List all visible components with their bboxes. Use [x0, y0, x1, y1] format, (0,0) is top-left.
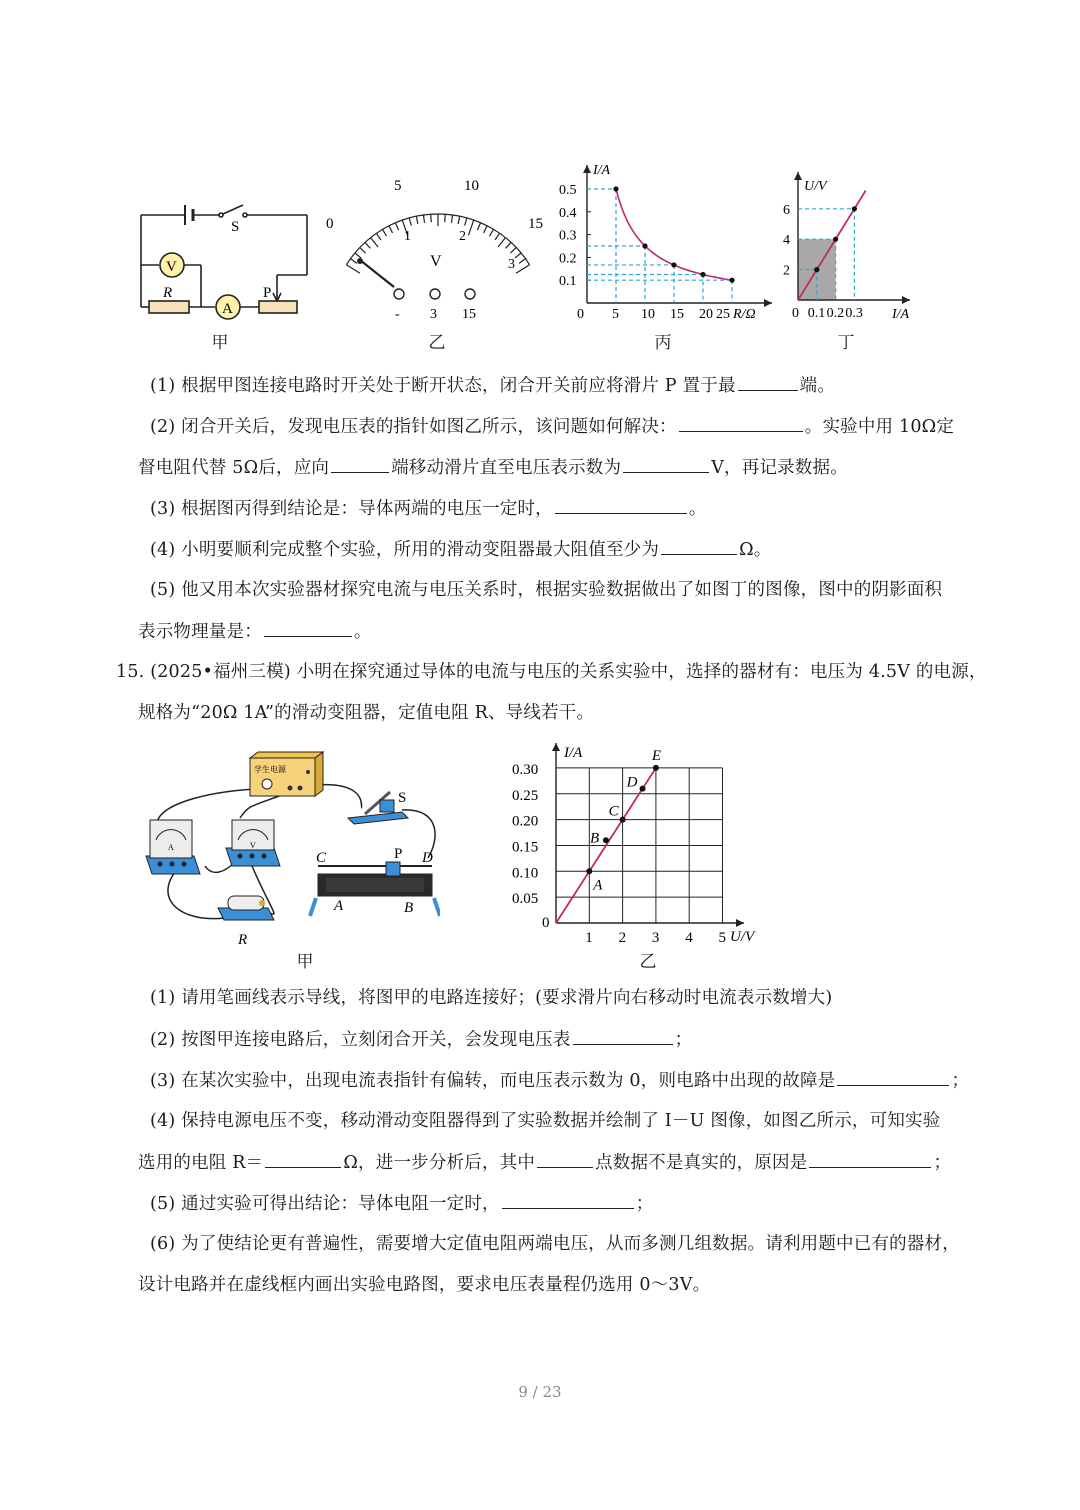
dial-top-10: 10	[464, 178, 479, 194]
ammeter-face-label: A	[168, 843, 174, 852]
dial-tick	[445, 214, 446, 222]
rheostat-apparatus	[310, 846, 440, 916]
q14-part-5b: 表示物理量是： 。	[138, 619, 372, 644]
voltmeter-face-label: V	[250, 841, 256, 850]
x-tick-label: 0	[577, 307, 584, 322]
data-point	[700, 272, 705, 277]
dial-tick	[346, 265, 360, 273]
dial-left-0: 0	[326, 216, 334, 232]
blank[interactable]	[837, 1068, 949, 1086]
y-axis-arrow	[794, 172, 802, 180]
dial-tick	[451, 215, 452, 223]
data-point-e	[653, 765, 659, 771]
dial-tick	[458, 216, 460, 224]
caption-yi: 乙	[428, 333, 446, 353]
data-point	[814, 267, 819, 272]
switch-label: S	[231, 219, 240, 235]
q15-part-6b: 设计电路并在虚线框内画出实验电路图，要求电压表量程仍选用 0～3V。	[138, 1275, 711, 1295]
blank[interactable]	[661, 537, 737, 555]
q15-part-4b: 选用的电阻 R＝ Ω，进一步分析后，其中 点数据不是真实的，原因是 ；	[138, 1150, 951, 1175]
data-point	[833, 237, 838, 242]
caption-bing: 丙	[654, 333, 672, 353]
voltmeter-apparatus	[226, 820, 280, 866]
x-axis-label: R/Ω	[733, 307, 756, 322]
dial-tick	[495, 233, 500, 240]
y-axis-arrow	[552, 743, 560, 751]
dial-tick	[465, 218, 467, 226]
x-tick-label: 0	[542, 915, 550, 931]
data-point	[852, 206, 857, 211]
blank[interactable]	[537, 1150, 593, 1168]
y-axis-label: I/A	[564, 745, 583, 761]
data-point-label: E	[651, 747, 662, 764]
y-axis-label: U/V	[804, 179, 827, 194]
y-tick-label: 6	[783, 202, 790, 218]
dial-tick	[423, 215, 424, 223]
y-tick-label: 2	[783, 263, 790, 279]
blank[interactable]	[502, 1191, 634, 1209]
data-point	[729, 278, 734, 283]
dial-tick	[409, 218, 411, 226]
dial-tick	[519, 259, 525, 264]
dial-tick	[498, 238, 505, 247]
y-tick-label: 0.25	[512, 787, 539, 804]
apparatus-illustration	[140, 748, 440, 948]
blank[interactable]	[265, 1150, 341, 1168]
data-point-c	[620, 817, 626, 823]
dial-tick	[389, 226, 393, 233]
data-point-label: A	[593, 877, 603, 894]
blank[interactable]	[573, 1027, 673, 1045]
caption-ding: 丁	[837, 333, 855, 353]
x-axis-label: I/A	[892, 307, 910, 322]
data-point	[642, 243, 647, 248]
blank[interactable]	[679, 414, 803, 432]
terminal-label-3: 3	[430, 307, 437, 322]
y-tick-label: 0.10	[512, 865, 539, 882]
page-number: 9 / 23	[518, 1383, 562, 1401]
x-tick-label: 0.1	[807, 306, 826, 321]
dial-tick	[510, 248, 516, 254]
y-tick-label: 0.1	[559, 274, 577, 290]
terminal-15	[465, 289, 475, 299]
dial-tick	[365, 242, 370, 248]
y-tick-label: 0.20	[512, 813, 539, 830]
q14-part-5: (5) 他又用本次实验器材探究电流与电压关系时，根据实验数据做出了如图丁的图像，图中的阴影面积	[150, 580, 943, 600]
dial-tick	[516, 265, 530, 273]
blank[interactable]	[331, 455, 389, 473]
y-axis-arrow	[583, 165, 591, 173]
blank[interactable]	[555, 496, 687, 514]
voltmeter-label: V	[166, 259, 177, 275]
resistor-label: R	[163, 285, 173, 301]
dial-tick	[416, 216, 418, 224]
switch-apparatus	[348, 790, 408, 824]
y-tick-label: 0.30	[512, 761, 539, 778]
data-point-a	[586, 868, 592, 874]
data-point-d	[640, 786, 646, 792]
dial-tick	[431, 214, 432, 222]
dial-unit: V	[430, 253, 442, 270]
x-tick-label: 1	[585, 930, 593, 946]
data-point	[613, 186, 618, 191]
q14-part-3: (3) 根据图丙得到结论是：导体两端的电压一定时， 。	[150, 496, 707, 521]
voltmeter-dial-yi	[322, 172, 554, 327]
dial-inner-2: 2	[459, 229, 466, 244]
q15-header-2: 规格为“20Ω 1A”的滑动变阻器，定值电阻 R、导线若干。	[138, 703, 595, 723]
y-tick-label: 0.05	[512, 891, 539, 908]
x-tick-label: 0	[792, 306, 799, 321]
x-tick-label: 10	[641, 307, 655, 322]
x-tick-label: 3	[651, 930, 660, 946]
y-tick-label: 0.15	[512, 839, 539, 856]
dial-tick	[355, 253, 361, 258]
y-tick-label: 0.2	[559, 251, 577, 267]
circuit-diagram-jia	[135, 195, 315, 325]
y-tick-label: 4	[783, 233, 790, 249]
q14-part-1: (1) 根据甲图连接电路时开关处于断开状态，闭合开关前应将滑片 P 置于最 端。	[150, 373, 835, 398]
dial-inner-3: 3	[508, 257, 515, 272]
x-axis-arrow	[764, 299, 772, 307]
dial-tick	[395, 223, 398, 230]
graph-ding	[778, 170, 928, 328]
x-tick-label: 5	[612, 307, 619, 322]
ammeter-label: A	[222, 301, 233, 317]
dial-tick	[489, 229, 493, 236]
y-tick-label: 0.5	[559, 183, 577, 198]
q14-part-2b: 督电阻代替 5Ω后，应向 端移动滑片直至电压表示数为 V，再记录数据。	[138, 455, 848, 480]
rheostat-label-d: D	[422, 850, 433, 866]
slider-label: P	[263, 285, 272, 301]
data-point-label: C	[608, 803, 619, 820]
y-axis-label: I/A	[593, 163, 611, 178]
dial-tick	[376, 233, 381, 240]
terminal-label-minus: -	[395, 307, 400, 322]
dial-tick	[350, 259, 356, 264]
q15-header: 15. (2025•福州三模) 小明在探究通过导体的电流与电压的关系实验中，选择的器材有：电压为 4.5V 的电源，	[116, 662, 987, 682]
data-point-b	[603, 837, 609, 843]
rheostat-label-a: A	[334, 898, 344, 914]
terminal-label-15: 15	[462, 307, 476, 322]
q15-part-6: (6) 为了使结论更有普遍性，需要增大定值电阻两端电压，从而多测几组数据。请利用题中已有的器材，	[150, 1234, 960, 1254]
blank[interactable]	[623, 455, 709, 473]
caption-q15-jia: 甲	[296, 952, 314, 972]
caption-jia: 甲	[211, 333, 229, 353]
switch-label-s: S	[398, 790, 407, 806]
q15-part-2: (2) 按图甲连接电路后，立刻闭合开关，会发现电压表 ；	[150, 1027, 692, 1052]
blank[interactable]	[809, 1150, 931, 1168]
terminal-3	[430, 289, 440, 299]
q14-part-2: (2) 闭合开关后，发现电压表的指针如图乙所示，该问题如何解决： 。实验中用 10Ω定	[150, 414, 954, 439]
x-tick-label: 5	[718, 930, 726, 946]
resistor-apparatus	[218, 896, 274, 948]
q14-part-4: (4) 小明要顺利完成整个实验，所用的滑动变阻器最大阻值至少为 Ω。	[150, 537, 771, 562]
rheostat-label-p: P	[394, 846, 403, 862]
x-tick-label: 0.3	[845, 306, 863, 321]
dial-tick	[371, 238, 378, 247]
x-axis-label: U/V	[730, 929, 755, 945]
blank[interactable]	[738, 373, 798, 391]
dial-tick	[506, 242, 511, 248]
power-supply	[250, 752, 323, 796]
caption-q15-yi: 乙	[639, 952, 657, 972]
x-tick-label: 0.2	[826, 306, 845, 321]
data-point-label: D	[626, 774, 638, 791]
dial-tick	[484, 226, 488, 233]
data-point	[671, 262, 676, 267]
resistor-label-r: R	[238, 932, 248, 948]
dial-inner-1: 1	[404, 229, 411, 244]
dial-needle	[360, 260, 394, 287]
q15-part-3: (3) 在某次实验中，出现电流表指针有偏转，而电压表示数为 0，则电路中出现的故障是 ；	[150, 1068, 969, 1093]
graph-q15-yi	[508, 740, 773, 948]
x-tick-label: 4	[685, 930, 693, 946]
q15-part-1: (1) 请用笔画线表示导线，将图甲的电路连接好；(要求滑片向右移动时电流表示数增大)	[150, 988, 833, 1008]
x-tick-label: 20	[699, 307, 713, 322]
blank[interactable]	[264, 619, 352, 637]
x-tick-label: 2	[618, 930, 627, 946]
x-tick-label: 25	[716, 307, 730, 322]
dial-tick	[468, 220, 473, 235]
y-tick-label: 0.4	[559, 205, 577, 221]
ammeter-apparatus	[146, 820, 200, 874]
rheostat-label-b: B	[404, 900, 414, 916]
y-tick-label: 0.3	[559, 228, 577, 244]
dial-tick	[515, 253, 521, 258]
dial-tick	[360, 248, 366, 254]
dial-top-5: 5	[394, 178, 402, 194]
data-point-label: B	[589, 830, 600, 847]
dial-right-15: 15	[528, 216, 543, 232]
x-axis-arrow	[902, 296, 910, 304]
x-axis-arrow	[736, 919, 744, 927]
dial-tick	[477, 223, 480, 230]
q15-part-4: (4) 保持电源电压不变，移动滑动变阻器得到了实验数据并绘制了 I－U 图像，如图乙所示，可知实验	[150, 1111, 941, 1131]
dial-tick	[382, 229, 386, 236]
q15-part-5: (5) 通过实验可得出结论：导体电阻一定时， ；	[150, 1191, 653, 1216]
rheostat-label-c: C	[316, 850, 327, 866]
power-supply-label: 学生电源	[254, 765, 286, 774]
graph-bing	[555, 160, 780, 328]
terminal-minus	[394, 289, 404, 299]
x-tick-label: 15	[670, 307, 684, 322]
